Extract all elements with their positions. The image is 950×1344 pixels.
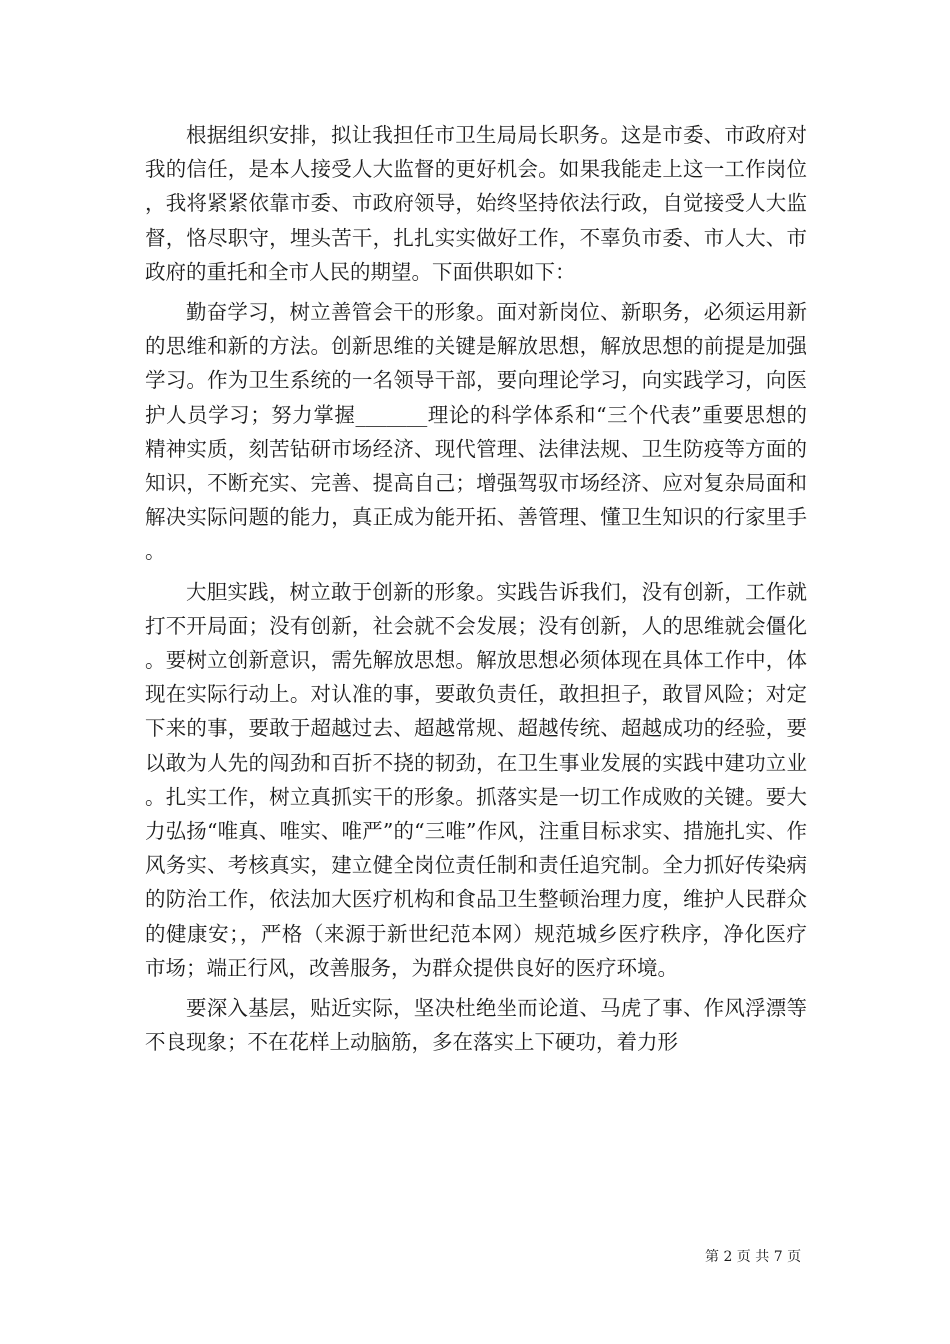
document-body xyxy=(145,118,807,1059)
paragraph-3: 大胆实践，树立敢于创新的形象。实践告诉我们，没有创新，工作就打不开局面；没有创新，社会就不会发展；没有创新，人的思维就会僵化。要树立创新意识，需先解放思想。解放思想必须体现在具体工作中，体现在实际行动上。对认准的事，要敢负责任，敢担担子，敢冒风险；对定下来的事，要敢于超越过去、超越常规、超越传统、超越成功的经验，要以敢为人先的闯劲和百折不挠的韧劲，在卫生事业发展的实践中建功立业。扎实工作，树立真抓实干的形象。抓落实是一切工作成败的关键。要大力弘扬“唯真、唯实、唯严”的“三唯”作风，注重目标求实、措施扎实、作风务实、考核真实，建立健全岗位责任制和责任追究制。全力抓好传染病的防治工作，依法加大医疗机构和食品卫生整顿治理力度，维护人民群众的健康安；，严格（来源于新世纪范本网）规范城乡医疗秩序，净化医疗市场；端正行风，改善服务，为群众提供良好的医疗环境。 xyxy=(145,579,807,980)
paragraph-1: 根据组织安排，拟让我担任市卫生局局长职务。这是市委、市政府对我的信任，是本人接受人大监督的更好机会。如果我能走上这一工作岗位，我将紧紧依靠市委、市政府领导，始终坚持依法行政，自觉接受人大监督，恪尽职守，埋头苦干，扎扎实实做好工作，不辜负市委、市人大、市政府的重托和全市人民的期望。下面供职如下： xyxy=(145,123,807,284)
page-number-footer: 第 2 页 共 7 页 xyxy=(705,1249,802,1265)
paragraph-4: 要深入基层，贴近实际，坚决杜绝坐而论道、马虎了事、作风浮漂等不良现象；不在花样上动脑筋，多在落实上下硬功，着力形 xyxy=(145,996,807,1055)
paragraph-2: 勤奋学习，树立善管会干的形象。面对新岗位、新职务，必须运用新的思维和新的方法。创新思维的关键是解放思想，解放思想的前提是加强学习。作为卫生系统的一名领导干部，要向理论学习，向实践学习，向医护人员学习；努力掌握_______理论的科学体系和“三个代表”重要思想的精神实质，刻苦钻研市场经济、现代管理、法律法规、卫生防疫等方面的知识，不断充实、完善、提高自己；增强驾驭市场经济、应对复杂局面和解决实际问题的能力，真正成为能开拓、善管理、懂卫生知识的行家里手。 xyxy=(145,300,807,564)
